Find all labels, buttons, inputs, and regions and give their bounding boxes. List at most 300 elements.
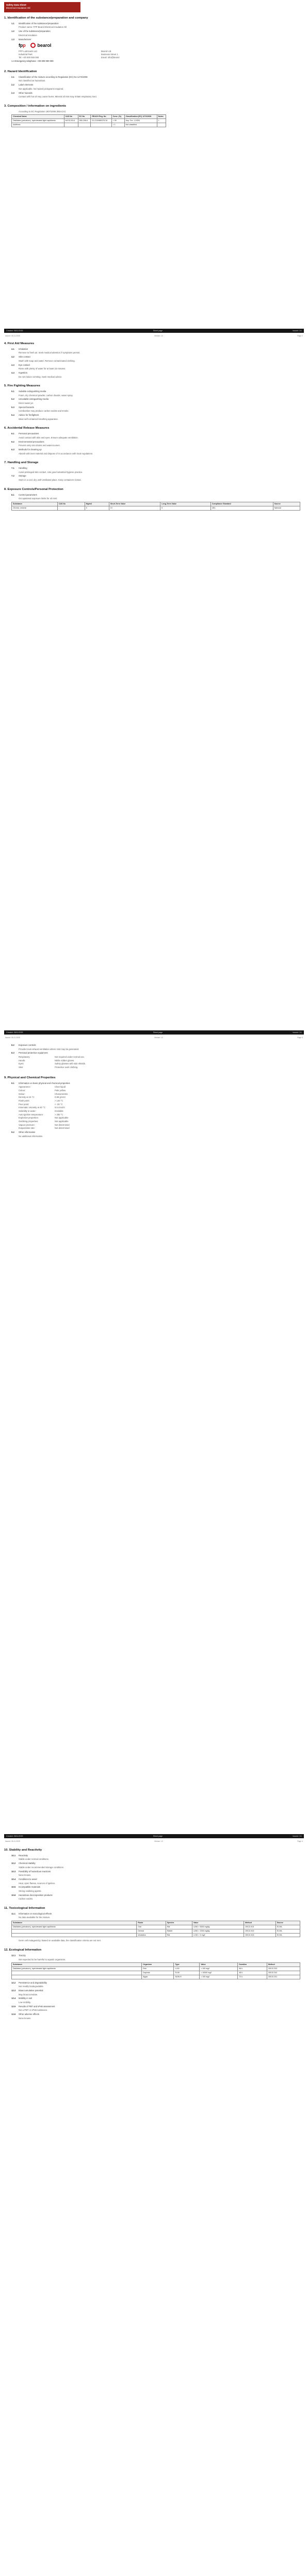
section-item [11,2005,304,2008]
section-item [11,440,304,444]
column-header: Chemical Name [12,115,64,119]
item-text: May bioaccumulate. [19,1993,38,1996]
item-title: Identification of the substance/preparation [19,22,59,25]
item-number: 6.2 [11,440,14,443]
section-item [11,1854,304,1857]
page-header-left: Issued: 06.11.2025 [5,1840,20,1842]
exposure-limits-table [11,502,300,511]
emergency-phone: 1.4 Emergency telephone: +00 000 000 000 [11,60,54,63]
item-title: Other information [19,1130,36,1133]
table-row [12,1967,300,1971]
item-number: 5.3 [11,405,14,409]
item-title: Unsuitable extinguishing media [19,398,48,401]
table-row [12,1925,300,1929]
property-label: Density at 15 °C: [19,1096,35,1099]
table-cell: OECD 203 [267,1967,300,1971]
section-item [11,1981,304,1985]
property-row [19,1103,304,1106]
table-cell [12,1975,142,1979]
column-header: Substance [12,502,58,506]
column-header: Value [192,1921,244,1925]
property-label: Auto-ignition temperature: [19,1113,44,1116]
fpp-logo: fpp [19,43,26,48]
item-title: Persistence and degradability [19,1981,47,1984]
item-text: Not a PBT or vPvB substance. [19,2009,48,2012]
property-row [19,1089,304,1092]
property-row [19,1116,304,1120]
table-cell: 10 [109,506,160,510]
item-title: Personal protective equipment [19,1052,48,1055]
item-text: Store in a cool, dry, well-ventilated place. Keep containers closed. [19,479,82,482]
item-title: Special hazards [19,405,34,409]
bearol-ring-icon [30,43,36,48]
table-cell: 48 h [238,1971,267,1975]
table-cell: Daphnia [142,1971,174,1975]
section-item [11,1878,304,1881]
item-text: Heat, open flames, sources of ignition. [19,1882,56,1885]
address-line: Email: info@bearol [101,56,120,59]
property-row [19,1093,304,1096]
property-value: Clear liquid [55,1086,66,1089]
table-row [12,506,300,510]
item-title: Handling [19,467,27,470]
item-number: 1.1 [11,22,14,25]
item-text: Remove to fresh air. Seek medical attention if symptoms persist. [19,351,80,354]
item-text: Prevent entry into drains and watercourses. [19,444,60,447]
item-title: Methods for cleaning up [19,448,42,451]
table-cell: > 10000 mg/l [200,1971,238,1975]
item-title: Possibility of hazardous reactions [19,1870,51,1873]
column-header: Value [200,1963,238,1967]
table-cell: LC50 > 5 mg/l [192,1933,244,1937]
column-header: Classification (EC) 1272/2008 [124,115,157,119]
section-item [11,92,304,95]
ppe-value: Safety glasses with side shields. [55,1062,86,1065]
column-header: Compliance Standard [210,502,273,506]
item-number: 12.3 [11,1989,16,1992]
table-header-row [12,115,166,119]
item-title: Storage [19,474,26,478]
item-text: Direct water jet. [19,402,34,405]
column-header: Short-Term Value [109,502,160,506]
item-title: Information on toxicological effects [19,1912,52,1915]
page-2-header [4,335,304,338]
section-1-title: 1. Identification of the substance/preparation and company [4,16,88,20]
item-number: 4.1 [11,347,14,350]
property-label: Explosive properties: [19,1116,39,1120]
table-row [12,1929,300,1933]
property-row [19,1127,304,1130]
item-title: Other hazards [19,91,33,94]
table-cell: < 1 [111,123,124,127]
item-title: Hazardous decomposition products [19,1893,53,1896]
property-label: Odour: [19,1092,25,1095]
footer-left: Created: 06/11/2025 [6,1031,23,1033]
table-cell: Algae [142,1975,174,1979]
property-value: < -30 °C [55,1103,63,1106]
item-text: Not classified as hazardous. [19,79,46,82]
item-text: Provide local exhaust ventilation where mist may be generated. [19,1047,79,1050]
item-title: Ingestion [19,371,27,374]
table-cell: Distillates (petroleum), hydrotreated light naphthenic [12,1925,137,1929]
page-header-right: Page 4 [297,1840,303,1842]
item-number: 10.6 [11,1893,16,1896]
table-cell: 265-156-6 [78,119,91,123]
item-number: 9.1 [11,1081,14,1084]
table-cell [12,1929,137,1933]
footer-left: Created: 06/11/2025 [6,330,23,332]
item-number: 1.2 [11,30,14,33]
item-text: None known. [19,2016,31,2020]
table-cell: Oil mist, mineral [12,506,58,510]
item-title: Suitable extinguishing media [19,390,46,393]
table-cell: Rat [166,1933,192,1937]
item-text: Wash with soap and water. Remove contaminated clothing. [19,359,75,362]
item-number: 12.4 [11,1997,16,2000]
item-number: 10.5 [11,1886,16,1889]
item-number: 7.1 [11,467,14,470]
table-cell: > 100 mg/l [200,1967,238,1971]
table-cell: OECD 403 [244,1933,276,1937]
table-cell: > 99 [111,119,124,123]
header-subtitle: Electrical Insulation Oil [6,6,30,9]
item-text: Product name: FPP Bearol Electrical Insulation Oil [19,26,67,29]
bearol-logo: bearol [30,42,51,48]
item-text: Contact with hot oil may cause burns. Mineral oil mist may irritate respiratory tract. [19,95,97,98]
item-number: 6.1 [11,432,14,435]
column-header: Species [166,1921,192,1925]
section-item [11,1862,304,1865]
section-2-title: 2. Hazard Identification [4,70,37,73]
section-item [11,398,304,401]
section-item [11,406,304,409]
property-row [19,1120,304,1123]
item-text: Avoid prolonged skin contact. Use good industrial hygiene practice. [19,470,83,473]
address-line: FPP Lubricants Ltd. [19,50,38,53]
item-text: Avoid contact with skin and eyes. Ensure adequate ventilation. [19,436,78,439]
page-footer-bar [4,329,304,333]
table-cell: OECD 202 [267,1971,300,1975]
property-value: Not applicable [55,1116,69,1120]
table-cell: NOELR [174,1975,200,1979]
table-row [12,1933,300,1937]
item-text: Stable under normal conditions. [19,1858,49,1861]
column-header: REACH Reg. No [91,115,111,119]
page-header-right: Page 3 [297,1037,303,1039]
item-number: 9.2 [11,1130,14,1133]
manufacturer-logos [19,42,304,48]
item-number: 10.1 [11,1854,16,1857]
property-label: Appearance: [19,1086,31,1089]
page-header-right: Page 2 [297,335,303,337]
item-number: 1.3 [11,38,14,41]
property-label: Solubility in water: [19,1109,36,1112]
property-label: Evaporation rate: [19,1127,35,1130]
section-item [11,448,304,451]
property-label: Vapour pressure: [19,1123,35,1126]
item-title: Inhalation [19,347,28,350]
ppe-label: Respiratory: [19,1056,30,1059]
section-item [11,1954,304,1957]
address-line: Tel: +00 000 000 000 [19,56,39,59]
document-header [4,2,80,12]
table-cell: 5 [160,506,211,510]
item-text: Occupational exposure limits for oil mist: [19,497,57,500]
section-item [11,390,304,393]
item-title: Environmental precautions [19,440,44,443]
item-number: 2.2 [11,83,14,87]
table-cell: ECHA [275,1929,300,1933]
footer-mid: Sheet page [153,330,163,332]
page-header-left: Issued: 06.11.2025 [5,335,20,337]
column-header: EC No [78,115,91,119]
item-number: 5.1 [11,390,14,393]
item-title: Exposure controls [19,1044,36,1046]
section-3-intro: According to EC Regulation 1907/2006 (REACH) [19,110,66,113]
item-title: Conditions to avoid [19,1877,37,1880]
item-number: 8.2 [11,1044,14,1046]
item-number: 2.1 [11,75,14,78]
table-cell: National [273,506,300,510]
page-header-left: Issued: 06.11.2025 [5,1037,20,1039]
table-cell: Distillates (petroleum), hydrotreated light naphthenic [12,119,64,123]
ppe-row [19,1066,304,1069]
property-label: Kinematic viscosity at 40 °C: [19,1106,46,1109]
section-8-title: 8. Exposure Controls/Personal Protection [4,487,63,491]
address-line: Bearol Ltd. [101,50,112,53]
column-header: Notes [157,115,166,119]
item-text: No additional information. [19,1134,43,1138]
column-header: Substance [12,1963,142,1967]
section-item [11,1894,304,1897]
property-row [19,1106,304,1109]
property-value: Insoluble [55,1109,63,1112]
section-item [11,348,304,351]
table-cell: ECHA [275,1933,300,1937]
item-number: 8.1 [11,493,14,496]
section-item [11,1044,304,1047]
table-cell: L [157,119,166,123]
section-item [11,1131,304,1134]
item-number: 4.4 [11,371,14,374]
item-title: Manufacturer [19,38,31,41]
table-cell: Asp. Tox. 1 H304 [124,119,157,123]
item-title: Label elements [19,83,34,87]
item-number: 12.2 [11,1981,16,1984]
column-header: CAS No [57,502,85,506]
table-cell: OEL [210,506,273,510]
item-title: Use of the substance/preparation [19,30,51,33]
section-item [11,1870,304,1873]
property-label: Flash point: [19,1099,30,1102]
item-number: 8.3 [11,1052,14,1055]
table-header-row [12,1963,300,1967]
table-cell: OECD 401 [244,1925,276,1929]
item-title: Skin contact [19,355,30,359]
page-header-mid: Version 1.0 [154,1840,163,1842]
item-title: Personal precautions [19,432,39,435]
item-number: 12.1 [11,1954,16,1957]
section-item [11,1082,304,1085]
section-item [11,2013,304,2016]
item-text: Stable under recommended storage conditions. [19,1866,64,1869]
item-title: Reactivity [19,1854,28,1857]
item-text: Do not induce vomiting. Seek medical advice. [19,375,62,378]
item-text: Rinse with plenty of water for at least 15 minutes. [19,367,66,370]
page-3 [4,1043,304,1139]
item-title: Advice for firefighters [19,414,39,417]
item-text: Strong oxidising agents. [19,1889,42,1892]
ecotoxicity-table [11,1962,300,1979]
manufacturer-addresses [19,50,304,59]
section-9-title: 9. Physical and Chemical Properties [4,1076,56,1079]
section-item [11,1886,304,1889]
column-header: Source [273,502,300,506]
item-text: Foam, dry chemical powder, carbon dioxide, water spray. [19,394,73,397]
property-row [19,1110,304,1113]
property-label: Oxidising properties: [19,1120,39,1123]
item-number: 10.4 [11,1877,16,1880]
page-2 [4,340,304,513]
ppe-label: Hands: [19,1059,26,1062]
section-item [11,355,304,359]
section-item [11,76,304,79]
item-number: 12.6 [11,2012,16,2015]
item-title: Incompatible materials [19,1886,40,1889]
table-cell [12,1933,137,1937]
table-cell: - [57,506,85,510]
property-row [19,1113,304,1116]
section-item [11,1052,304,1055]
section-10-title: 10. Stability and Reactivity [4,1849,42,1852]
table-cell [12,1971,142,1975]
table-cell: Oral [137,1925,166,1929]
section-7-title: 7. Handling and Storage [4,461,39,465]
table-cell: Fish [142,1967,174,1971]
table-cell: Additives [12,123,64,127]
property-label: Pour point: [19,1103,29,1106]
property-value: > 250 °C [55,1113,63,1116]
section-item [11,30,304,33]
item-number: 4.3 [11,363,14,366]
table-cell: Inhalation [137,1933,166,1937]
section-item [11,494,304,497]
address-right [101,50,163,59]
footer-right: Issued: 1/1 [293,330,302,332]
property-value: 0.88 g/cm3 [55,1096,66,1099]
item-number: 5.4 [11,414,14,417]
item-text: Absorb with inert material and dispose of in accordance with local regulations. [19,452,93,455]
item-number: 11.1 [11,1912,15,1915]
section-item [11,1989,304,1992]
section-item [11,1912,304,1916]
property-value: Not determined [55,1127,70,1130]
property-value: Characteristic [55,1092,68,1095]
property-value: Pale yellow [55,1089,66,1092]
column-header: Duration [238,1963,267,1967]
item-text: Electrical insulation [19,33,37,37]
table-cell: 01-2119480375-34 [91,119,111,123]
ppe-row [19,1056,304,1059]
table-cell: Rabbit [166,1929,192,1933]
section-4-title: 4. First Aid Measures [4,342,35,345]
property-value: Not applicable [55,1120,69,1123]
item-title: Control parameters [19,493,37,496]
column-header: Source [275,1921,300,1925]
table-header-row [12,1921,300,1925]
composition-table [11,114,166,127]
property-row [19,1099,304,1103]
table-cell: - [91,123,111,127]
header-title: Safety Data Sheet [6,4,26,6]
column-header: Method [267,1963,300,1967]
table-cell: - [64,123,78,127]
footer-right: Issued: 1/1 [293,1031,302,1033]
item-number: 7.2 [11,474,14,478]
section-item [11,1997,304,2000]
item-number: 4.2 [11,355,14,359]
column-header: Substance [12,1921,137,1925]
ppe-value: Protective work clothing. [55,1066,78,1069]
item-text: None known. [19,1874,31,1877]
item-text: Combustion may produce carbon oxides and smoke. [19,410,69,413]
table-cell: Dermal [137,1929,166,1933]
footer-mid: Sheet page [153,1835,163,1837]
address-line: Industrial Park [19,53,33,56]
table-row [12,123,166,127]
section-item [11,467,304,470]
section-item [11,38,304,41]
item-text: Germ cell mutagenicity: Based on available data, the classification criteria are not met. [19,1939,101,1942]
item-number: 6.3 [11,448,14,451]
address-line: Business Street 1 [101,53,118,56]
ppe-label: Skin: [19,1066,24,1069]
item-text: Carbon oxides. [19,1897,34,1901]
ppe-row [19,1062,304,1065]
ppe-row [19,1059,304,1062]
item-number: 5.2 [11,398,14,401]
table-row [12,119,166,123]
ppe-label: Eyes: [19,1062,24,1065]
section-item [11,371,304,375]
column-header: Mg/m3 [85,502,109,506]
section-item [11,414,304,417]
column-header: Conc. (%) [111,115,124,119]
footer-left: Created: 06/11/2025 [6,1835,23,1837]
item-title: Chemical stability [19,1862,36,1865]
table-cell: OECD 201 [267,1975,300,1979]
item-text: No data available for the mixture. [19,1916,51,1919]
page-footer-bar [4,1030,304,1035]
section-3-title: 3. Composition / information on ingredients [4,104,67,108]
item-text: Not applicable. No hazard pictograms required. [19,87,64,90]
table-cell: - [78,123,91,127]
item-text: Low mobility. [19,2001,31,2004]
section-item [11,22,304,25]
column-header: Method [244,1921,276,1925]
item-title: Eye contact [19,363,30,366]
section-item [11,432,304,435]
item-title: Results of PBT and vPvB assessment [19,2005,55,2008]
page-header-mid: Version 1.0 [154,1037,163,1039]
table-cell: - [157,123,166,127]
column-header: Organism [142,1963,174,1967]
table-cell: 72 h [238,1975,267,1979]
item-title: Toxicity [19,1954,26,1957]
table-cell: LD50 > 2000 mg/kg [192,1929,244,1933]
section-item [11,83,304,87]
table-row [12,1971,300,1975]
